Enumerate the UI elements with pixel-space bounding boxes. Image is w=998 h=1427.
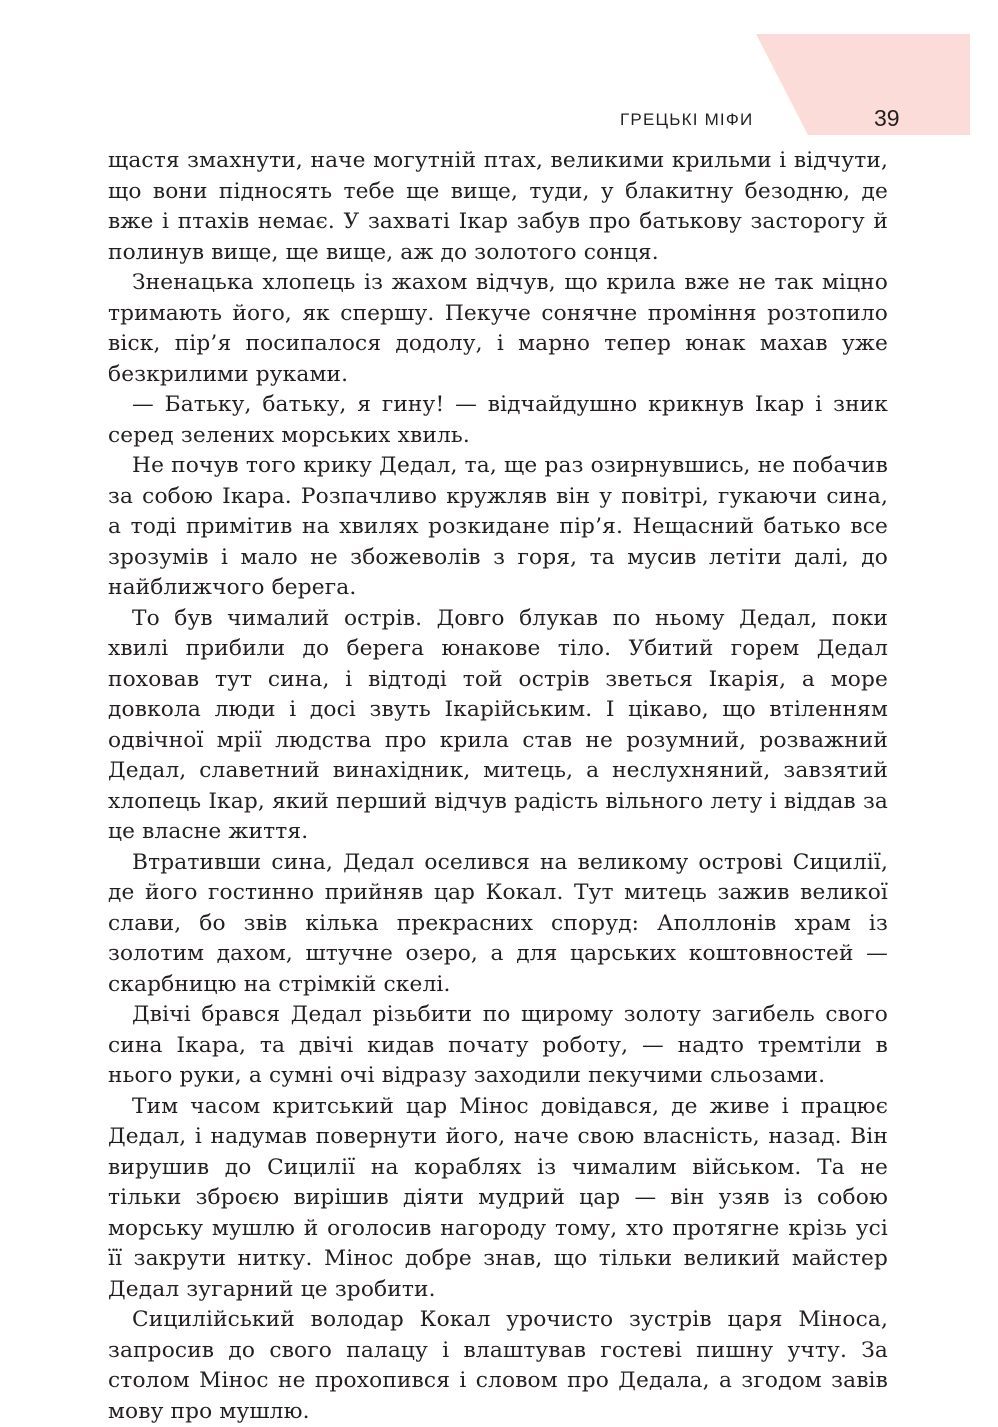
paragraph: Втративши сина, Дедал оселився на великому острові Сицилії, де його гостинно прийняв цар Кокал. Тут митець зажив великої слави, бо звів кілька прекрасних споруд: Аполлонів храм із золотим дахом, штучне озеро, а для царських коштовностей — скарбницю на стрімкій скелі. xyxy=(108,849,888,997)
paragraph: щастя змахнути, наче могутній птах, великими крильми і відчути, що вони підносять тебе ще вище, туди, у блакитну безодню, де вже і птахів немає. У захваті Ікар забув про батькову засторогу й полинув вище, ще вище, аж до золотого сонця. xyxy=(108,148,888,265)
paragraph: Не почув того крику Дедал, та, ще раз озирнувшись, не побачив за собою Ікара. Розпачливо кружляв він у повітрі, гукаючи сина, а тоді примітив на хвилях розкидане пір’я. Нещасний батько все зрозумів і мало не збожеволів з горя, та мусив летіти далі, до найближчого берега. xyxy=(108,453,888,600)
paragraph: Двічі брався Дедал різьбити по щирому золоту загибель свого сина Ікара, та двічі кидав почату роботу, — надто тремтіли в нього руки, а сумні очі відразу заходили пекучими сльозами. xyxy=(108,1002,888,1088)
paragraph: — Батьку, батьку, я гину! — відчайдушно крикнув Ікар і зник серед зелених морських хвиль. xyxy=(108,392,888,448)
page-corner-band xyxy=(0,0,998,140)
pink-corner-decoration xyxy=(756,34,970,135)
body-text xyxy=(108,146,888,1427)
running-head: ГРЕЦЬКІ МІФИ xyxy=(620,110,754,129)
paragraph: Сицилійський володар Кокал урочисто зустрів царя Міноса, запросив до свого палацу і влаштував гостеві пишну учту. За столом Мінос не прохопився і словом про Дедала, а згодом завів мову про мушлю. xyxy=(108,1307,888,1424)
page-number: 39 xyxy=(874,105,900,131)
paragraph: То був чималий острів. Довго блукав по ньому Дедал, поки хвилі прибили до берега юнакове тіло. Убитий горем Дедал поховав тут сина, і відтоді той острів зветься Ікарія, а море довкола люди і досі звуть Ікарійським. І цікаво, що втіленням одвічної мрії людства про крила став не розумний, розважний Дедал, славетний винахідник, митець, а неслухняний, завзятий хлопець Ікар, який перший відчув радість вільного лету і віддав за це власне життя. xyxy=(108,605,888,844)
paragraph: Зненацька хлопець із жахом відчув, що крила вже не так міцно тримають його, як спершу. Пекуче сонячне проміння розтопило віск, пір’я посипалося додолу, і марно тепер юнак махав уже безкрилими руками. xyxy=(108,270,888,387)
paragraph: Тим часом критський цар Мінос довідався, де живе і працює Дедал, і надумав повернути його, наче свою власність, назад. Він вирушив до Сицилії на кораблях із чималим військом. Та не тільки зброєю вирішив діяти мудрий цар — він узяв із собою морську мушлю й оголосив нагороду тому, хто протягне крізь усі її закрути нитку. Мінос добре знав, що тільки великий майстер Дедал зугарний це зробити. xyxy=(108,1093,888,1302)
